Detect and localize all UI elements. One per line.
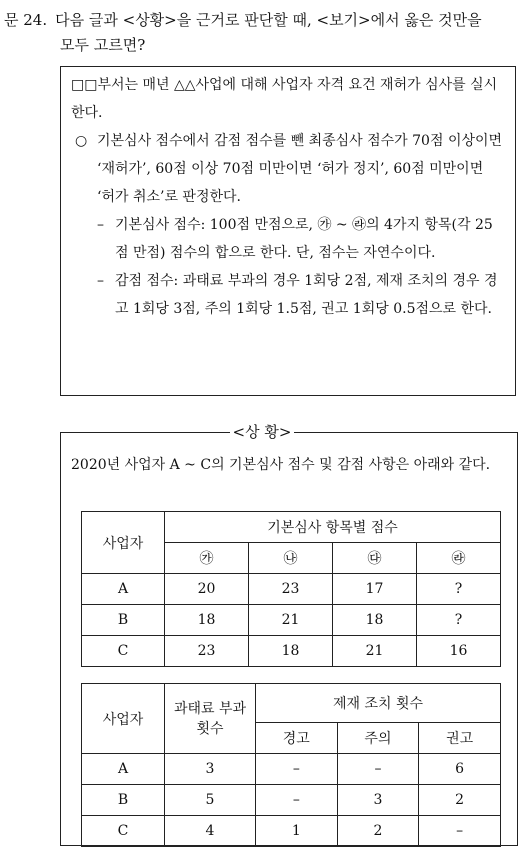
score-cell: 17 bbox=[333, 574, 417, 605]
table-row bbox=[82, 636, 501, 667]
question-header bbox=[4, 8, 520, 58]
dash-mark: – bbox=[97, 273, 104, 289]
passage-dash-1 bbox=[71, 211, 505, 267]
sanction-cell: 2 bbox=[337, 816, 419, 847]
score-cell: 23 bbox=[249, 574, 333, 605]
score-cell: 18 bbox=[165, 605, 249, 636]
dash-2-text: 감점 점수: 과태료 부과의 경우 1회당 2점, 제재 조치의 경우 경고 1회당 3점, 주의 1회당 1.5점, 권고 1회당 0.5점으로 한다. bbox=[115, 273, 498, 317]
situation-box bbox=[60, 432, 518, 846]
sub-header: 권고 bbox=[419, 723, 501, 754]
fine-cell: 5 bbox=[165, 785, 256, 816]
bullet-mark: ○ bbox=[75, 133, 88, 149]
dash-mark: – bbox=[97, 217, 104, 233]
score-cell: 20 bbox=[165, 574, 249, 605]
sanction-cell: 2 bbox=[419, 785, 501, 816]
sanction-cell: – bbox=[256, 785, 338, 816]
passage-dash-2 bbox=[71, 267, 505, 323]
business-name: A bbox=[82, 574, 165, 605]
passage-box bbox=[60, 66, 516, 396]
sanction-cell: 3 bbox=[337, 785, 419, 816]
passage-bullet bbox=[71, 127, 505, 211]
score-cell: ? bbox=[417, 574, 501, 605]
fine-cell: 4 bbox=[165, 816, 256, 847]
dash-1-text: 기본심사 점수: 100점 만점으로, ㉮ ~ ㉱의 4가지 항목(각 25점 만점) 점수의 합으로 한다. 단, 점수는 자연수이다. bbox=[115, 217, 493, 261]
score-table bbox=[81, 511, 501, 667]
table-row bbox=[82, 574, 501, 605]
score-cell: 18 bbox=[333, 605, 417, 636]
col-business-header: 사업자 bbox=[82, 512, 165, 574]
item-header: ㉱ bbox=[417, 543, 501, 574]
score-cell: 18 bbox=[249, 636, 333, 667]
situation-title-text: <상 황> bbox=[230, 423, 295, 441]
sanction-cell: – bbox=[256, 754, 338, 785]
penalty-table bbox=[81, 683, 501, 847]
table-row bbox=[82, 816, 501, 847]
fine-cell: 3 bbox=[165, 754, 256, 785]
group-header: 기본심사 항목별 점수 bbox=[165, 512, 501, 543]
business-name: C bbox=[82, 636, 165, 667]
score-cell: 16 bbox=[417, 636, 501, 667]
sanction-cell: – bbox=[419, 816, 501, 847]
item-header: ㉰ bbox=[333, 543, 417, 574]
item-header: ㉯ bbox=[249, 543, 333, 574]
sub-header: 경고 bbox=[256, 723, 338, 754]
question-line-2: 모두 고르면? bbox=[60, 36, 146, 54]
situation-title bbox=[0, 422, 524, 442]
passage-intro: □□부서는 매년 △△사업에 대해 사업자 자격 요건 재허가 심사를 실시한다. bbox=[71, 77, 498, 121]
table-row bbox=[82, 754, 501, 785]
business-name: C bbox=[82, 816, 165, 847]
table-header-row bbox=[82, 684, 501, 723]
score-cell: 21 bbox=[333, 636, 417, 667]
sanction-cell: 1 bbox=[256, 816, 338, 847]
score-cell: ? bbox=[417, 605, 501, 636]
business-name: A bbox=[82, 754, 165, 785]
table-row bbox=[82, 605, 501, 636]
sanction-cell: 6 bbox=[419, 754, 501, 785]
question-number: 문 24. bbox=[4, 11, 48, 29]
sanction-cell: – bbox=[337, 754, 419, 785]
sub-header: 주의 bbox=[337, 723, 419, 754]
situation-text-block bbox=[71, 451, 501, 479]
business-name: B bbox=[82, 785, 165, 816]
business-name: B bbox=[82, 605, 165, 636]
score-cell: 23 bbox=[165, 636, 249, 667]
item-header: ㉮ bbox=[165, 543, 249, 574]
col-business-header: 사업자 bbox=[82, 684, 165, 754]
bullet-text: 기본심사 점수에서 감점 점수를 뺀 최종심사 점수가 70점 이상이면 ‘재허가’, 60점 이상 70점 미만이면 ‘허가 정지’, 60점 미만이면 ‘허가 취소’로 판정한다. bbox=[97, 133, 503, 205]
question-line-1: 다음 글과 <상황>을 근거로 판단할 때, <보기>에서 옳은 것만을 bbox=[55, 11, 482, 29]
col-fine-header: 과태료 부과 횟수 bbox=[165, 684, 256, 754]
group-header: 제재 조치 횟수 bbox=[256, 684, 501, 723]
table-header-row bbox=[82, 512, 501, 543]
table-row bbox=[82, 785, 501, 816]
situation-text: 2020년 사업자 A ~ C의 기본심사 점수 및 감점 사항은 아래와 같다. bbox=[71, 457, 491, 473]
score-cell: 21 bbox=[249, 605, 333, 636]
